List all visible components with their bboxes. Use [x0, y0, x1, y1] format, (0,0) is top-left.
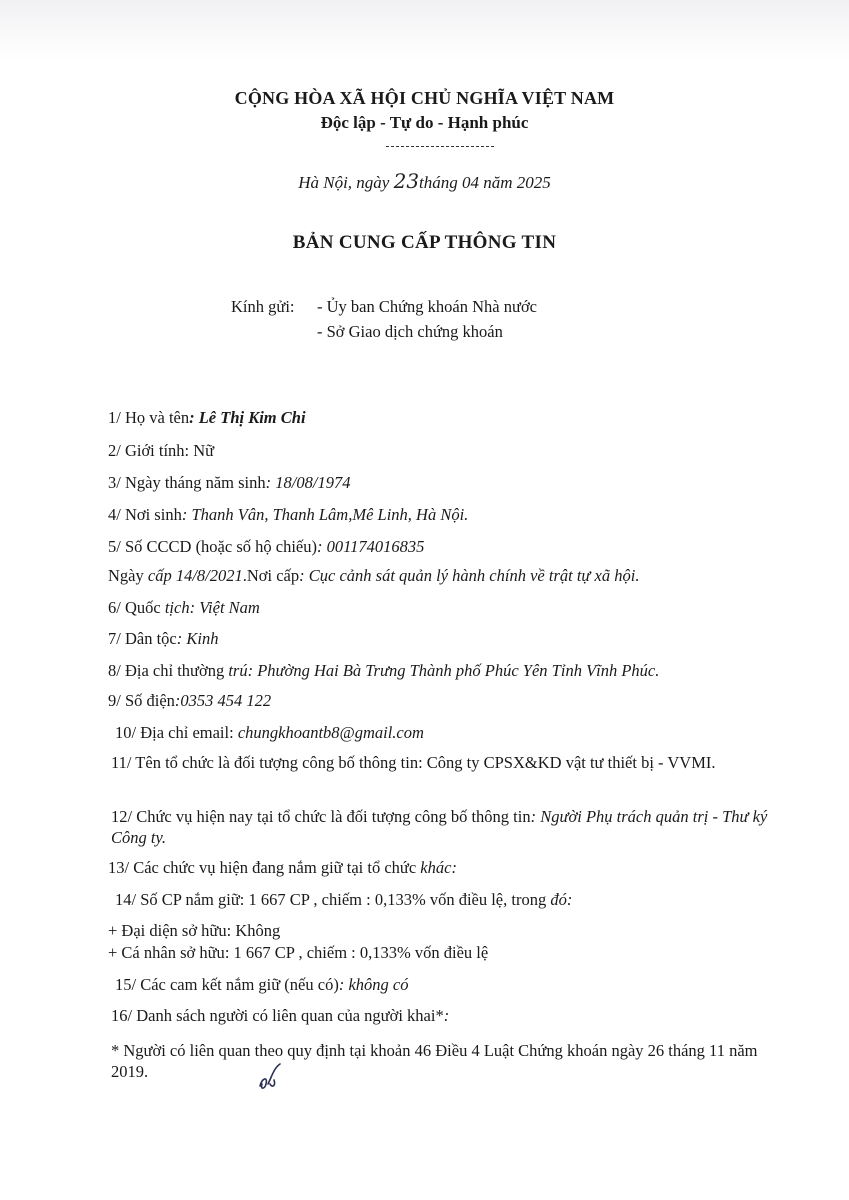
phone-value: :0353 454 122	[174, 691, 272, 710]
item-address: 8/ Địa chỉ thường trú: Phường Hai Bà Trưng Thành phố Phúc Yên Tỉnh Vĩnh Phúc.	[108, 661, 660, 680]
id-value: : 001174016835	[316, 537, 425, 556]
addressee-line-1: - Ủy ban Chứng khoán Nhà nước	[317, 297, 537, 316]
nation-heading: CỘNG HÒA XÃ HỘI CHỦ NGHĨA VIỆT NAM	[234, 88, 615, 108]
item-name: 1/ Họ và tên: Lê Thị Kim Chi	[108, 408, 306, 427]
item-org: 11/ Tên tổ chức là đối tượng công bố thông tin: Công ty CPSX&KD vật tư thiết bị - VVMI.	[111, 753, 716, 772]
item-commit: 15/ Các cam kết nắm giữ (nếu có): không có	[115, 975, 409, 994]
item-position: 12/ Chức vụ hiện nay tại tổ chức là đối tượng công bố thông tin: Người Phụ trách quản trị - Thư ký Công ty.	[111, 807, 768, 847]
item-dob: 3/ Ngày tháng năm sinh: 18/08/1974	[108, 473, 351, 492]
footnote: * Người có liên quan theo quy định tại khoản 46 Điều 4 Luật Chứng khoán ngày 26 tháng 11 năm 2019.	[111, 1041, 758, 1081]
item-other-positions: 13/ Các chức vụ hiện đang nắm giữ tại tổ chức khác:	[108, 858, 457, 877]
item-phone: 9/ Số điện:0353 454 122	[108, 691, 272, 710]
motto-heading: Độc lập - Tự do - Hạnh phúc	[320, 113, 529, 132]
position-value: : Người Phụ trách quản trị - Thư ký Công ty.	[111, 807, 768, 847]
nationality-value: tịch: Việt Nam	[164, 598, 260, 617]
date-prefix: Hà Nội, ngày	[298, 173, 394, 192]
date-line	[0, 169, 849, 193]
date-day: 23	[393, 169, 420, 193]
scan-shading	[0, 0, 849, 60]
addressee-label: Kính gửi:	[231, 297, 295, 316]
date-suffix: tháng 04 năm 2025	[419, 173, 551, 192]
item-rep: + Đại diện sở hữu: Không	[108, 921, 281, 940]
addressee-line-2: - Sở Giao dịch chứng khoán	[317, 322, 503, 341]
item-id: 5/ Số CCCD (hoặc số hộ chiếu): 001174016835	[108, 537, 425, 556]
item-pob: 4/ Nơi sinh: Thanh Vân, Thanh Lâm,Mê Linh, Hà Nội.	[108, 505, 469, 524]
ethnicity-value: : Kinh	[176, 629, 219, 648]
item-nationality: 6/ Quốc tịch: Việt Nam	[108, 598, 260, 617]
document-title: BẢN CUNG CẤP THÔNG TIN	[292, 232, 557, 253]
initial-signature-icon	[256, 1062, 286, 1094]
item-issue: Ngày cấp 14/8/2021.Nơi cấp: Cục cảnh sát quản lý hành chính về trật tự xã hội.	[108, 566, 640, 585]
org-value: : Công ty CPSX&KD vật tư thiết bị - VVMI.	[418, 753, 716, 772]
header-divider	[386, 146, 494, 147]
item-personal: + Cá nhân sở hữu: 1 667 CP , chiếm : 0,133% vốn điều lệ	[108, 943, 489, 962]
item-related: 16/ Danh sách người có liên quan của người khai*:	[111, 1006, 450, 1025]
pob-value: : Thanh Vân, Thanh Lâm,Mê Linh, Hà Nội.	[181, 505, 469, 524]
dob-value: : 18/08/1974	[265, 473, 351, 492]
item-ethnicity: 7/ Dân tộc: Kinh	[108, 629, 219, 648]
email-value: chungkhoantb8@gmail.com	[237, 723, 424, 742]
addressee-block	[231, 294, 537, 344]
item-shares: 14/ Số CP nắm giữ: 1 667 CP , chiếm : 0,133% vốn điều lệ, trong đó:	[115, 890, 573, 909]
name-value: : Lê Thị Kim Chi	[189, 408, 306, 427]
item-gender: 2/ Giới tính: Nữ	[108, 441, 215, 460]
address-value: trú: Phường Hai Bà Trưng Thành phố Phúc Yên Tỉnh Vĩnh Phúc.	[228, 661, 660, 680]
item-email: 10/ Địa chỉ email: chungkhoantb8@gmail.com	[115, 723, 424, 742]
